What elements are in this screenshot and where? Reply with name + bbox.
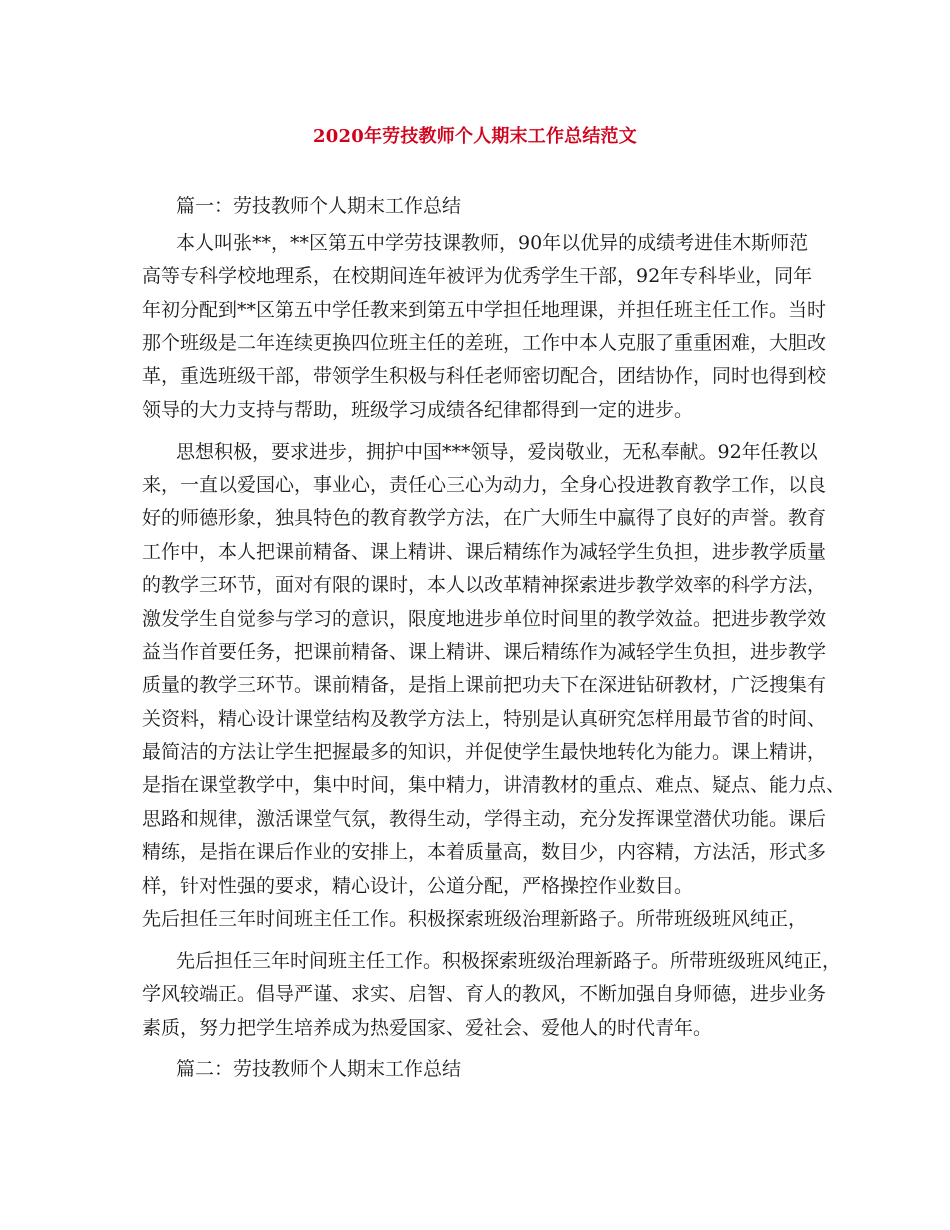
paragraph-line: 革，重选班级干部，带领学生积极与科任老师密切配合，团结协作，同时也得到校: [142, 365, 827, 387]
paragraph-line: 思路和规律，激活课堂气氛，教得生动，学得主动，充分发挥课堂潜伏功能。课后: [142, 808, 827, 830]
paragraph-line: 本人叫张**，**区第五中学劳技课教师，90年以优异的成绩考进佳木斯师范: [176, 232, 809, 254]
paragraph-line: 益当作首要任务，把课前精备、课上精讲、课后精练作为减轻学生负担，进步教学: [142, 641, 827, 663]
paragraph-line: 关资料，精心设计课堂结构及教学方法上，特别是认真研究怎样用最节省的时间、: [142, 708, 827, 730]
paragraph-line: 来，一直以爱国心，事业心，责任心三心为动力，全身心投进教育教学工作，以良: [142, 474, 827, 496]
paragraph-line: 精练，是指在课后作业的安排上，本着质量高，数目少，内容精，方法活，形式多: [142, 841, 827, 863]
paragraph-line: 激发学生自觉参与学习的意识，限度地进步单位时间里的教学效益。把进步教学效: [142, 608, 827, 630]
paragraph-line: 的教学三环节，面对有限的课时，本人以改革精神探索进步教学效率的科学方法，: [142, 574, 827, 596]
section-heading-1: 篇一：劳技教师个人期末工作总结: [176, 195, 462, 217]
paragraph-line: 最简洁的方法让学生把握最多的知识，并促使学生最快地转化为能力。课上精讲，: [142, 741, 827, 763]
paragraph-line: 思想积极，要求进步，拥护中国***领导，爱岗敬业，无私奉献。92年任教以: [176, 441, 818, 463]
paragraph-line: 先后担任三年时间班主任工作。积极探索班级治理新路子。所带班级班风纯正，: [142, 908, 808, 930]
paragraph-line: 工作中，本人把课前精备、课上精讲、课后精练作为减轻学生负担，进步教学质量: [142, 541, 827, 563]
paragraph-line: 学风较端正。倡导严谨、求实、启智、育人的教风，不断加强自身师德，进步业务: [142, 983, 827, 1005]
paragraph-line: 是指在课堂教学中，集中时间，集中精力，讲清教材的重点、难点、疑点、能力点、: [142, 774, 846, 796]
paragraph-line: 领导的大力支持与帮助，班级学习成绩各纪律都得到一定的进步。: [142, 399, 694, 421]
paragraph-line: 质量的教学三环节。课前精备，是指上课前把功夫下在深进钻研教材，广泛搜集有: [142, 674, 827, 696]
paragraph-line: 高等专科学校地理系，在校期间连年被评为优秀学生干部，92年专科毕业，同年: [142, 265, 813, 287]
paragraph-line: 年初分配到**区第五中学任教来到第五中学担任地理课，并担任班主任工作。当时: [142, 299, 827, 321]
paragraph-line: 先后担任三年时间班主任工作。积极探索班级治理新路子。所带班级班风纯正，: [176, 950, 842, 972]
paragraph-line: 素质，努力把学生培养成为热爱国家、爱社会、爱他人的时代青年。: [142, 1017, 713, 1039]
document-title: 2020年劳技教师个人期末工作总结范文: [313, 126, 637, 147]
paragraph-line: 好的师德形象，独具特色的教育教学方法，在广大师生中赢得了良好的声誉。教育: [142, 507, 827, 529]
paragraph-line: 样，针对性强的要求，精心设计，公道分配，严格操控作业数目。: [142, 875, 694, 897]
paragraph-line: 那个班级是二年连续更换四位班主任的差班，工作中本人克服了重重困难，大胆改: [142, 332, 827, 354]
section-heading-2: 篇二：劳技教师个人期末工作总结: [176, 1058, 462, 1080]
